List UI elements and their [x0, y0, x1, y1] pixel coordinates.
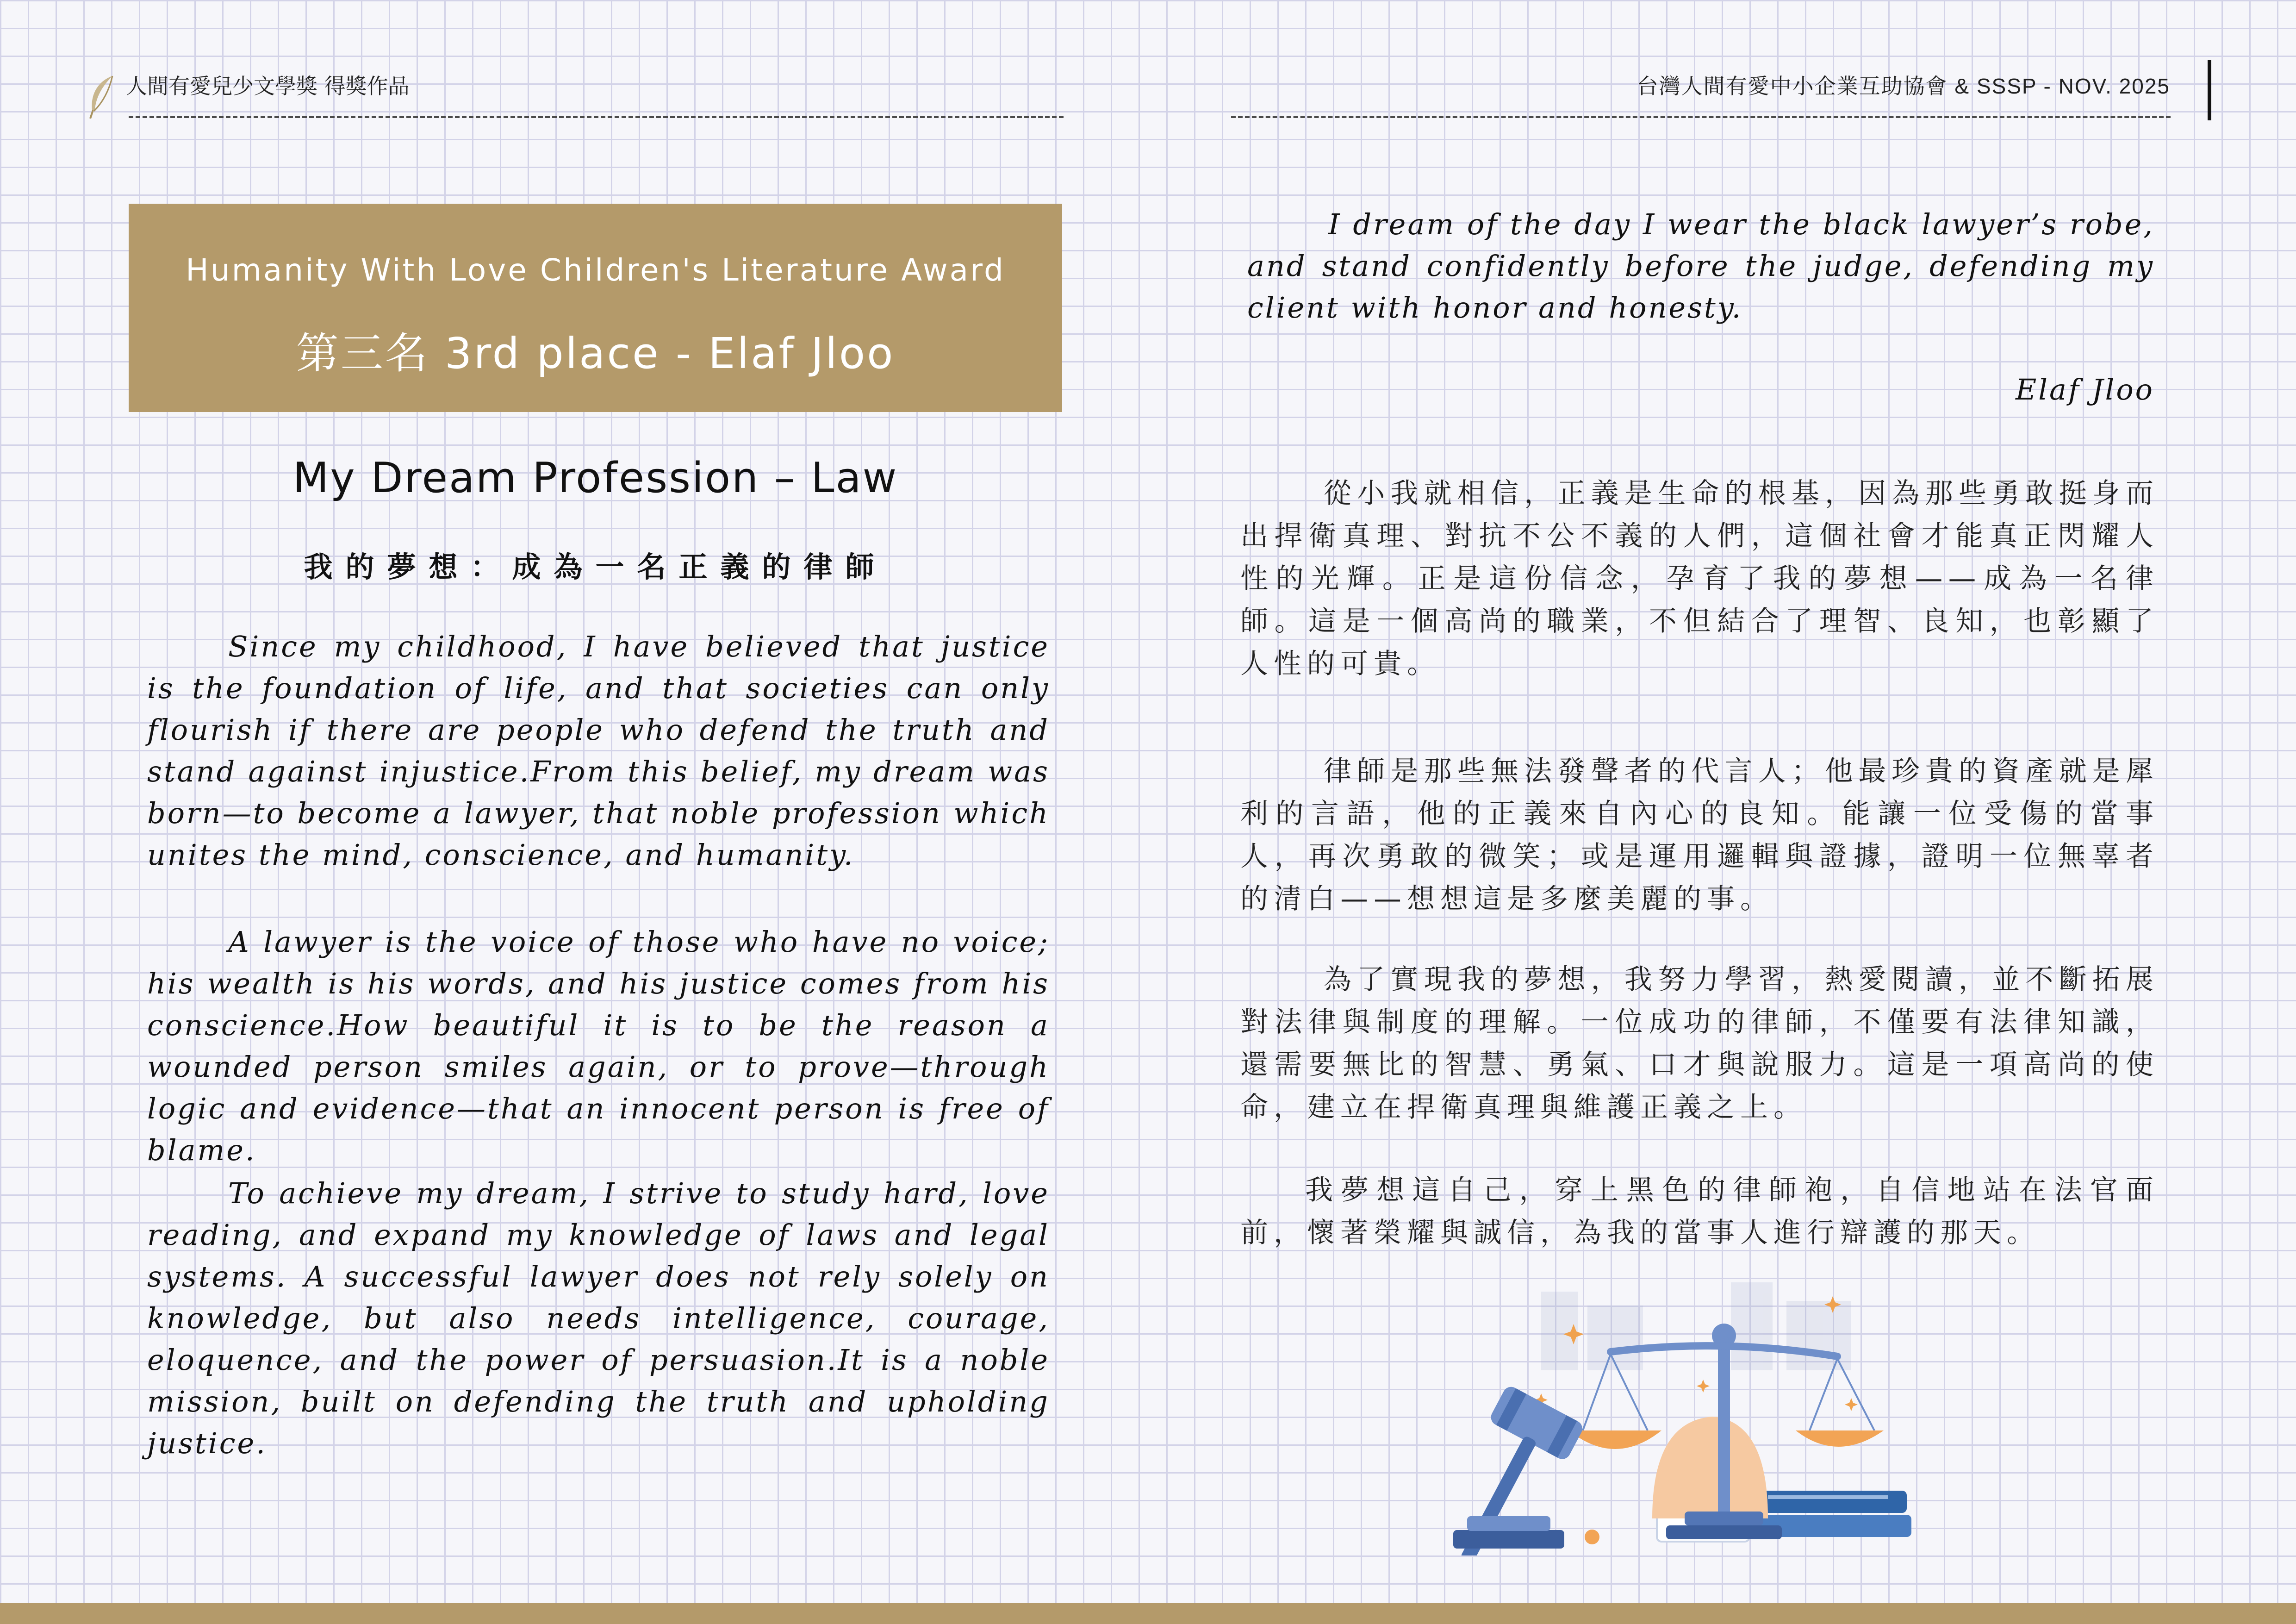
article-title-zh: 我的夢想：成為一名正義的律師 [304, 550, 887, 584]
justice-scales-icon [1435, 1278, 1972, 1555]
award-title: Humanity With Love Children's Literature Award [186, 252, 1005, 288]
en-paragraph-3: To achieve my dream, I strive to study hard, love reading, and expand my knowledge of laws and legal systems. A successful lawyer does not rely solely on knowledge, but also needs intelligence, courage, eloquence, and the power of persuasion.It is a noble mission, built on defending the truth and upholding justice. [147, 1176, 1050, 1460]
zh-paragraph-2: 律師是那些無法發聲者的代言人；他最珍貴的資產就是犀利的言語，他的正義來自內心的良知。能讓一位受傷的當事人，再次勇敢的微笑；或是運用邏輯與證據，證明一位無辜者的清白——想想這是多麼美麗的事。 [1240, 755, 2159, 915]
award-banner [129, 204, 1062, 412]
page-edge-marker [2208, 60, 2211, 120]
en-paragraph-1: Since my childhood, I have believed that justice is the foundation of life, and that societies can only flourish if there are people who defend the truth and stand against injustice.From this belief, my dream was born—to become a lawyer, that noble profession which unites the mind, conscience, and humanity. [147, 630, 1050, 872]
zh-paragraph-1: 從小我就相信，正義是生命的根基，因為那些勇敢挺身而出捍衛真理、對抗不公不義的人們，這個社會才能真正閃耀人性的光輝。正是這份信念，孕育了我的夢想——成為一名律師。這是一個高尚的職業，不但結合了理智、良知，也彰顯了人性的可貴。 [1240, 477, 2159, 680]
en-paragraph-4: I dream of the day I wear the black lawyer’s robe, and stand confidently before the judge, defending my client with honor and honesty. [1247, 207, 2154, 325]
article-title-en: My Dream Profession – Law [292, 454, 898, 502]
en-paragraph-2: A lawyer is the voice of those who have no voice; his wealth is his words, and his justice comes from his conscience.How beautiful it is to be the reason a wounded person smiles again, or to prove—through logic and evidence—that an innocent person is free of blame. [147, 925, 1050, 1167]
header-right-text: 台灣人間有愛中小企業互助協會 & SSSP - NOV. 2025 [1636, 74, 2170, 98]
header-left-text: 人間有愛兒少文學獎 得獎作品 [126, 74, 410, 99]
header-divider-right [1231, 116, 2171, 118]
award-place: 第三名 3rd place - Elaf Jloo [296, 329, 895, 378]
leaf-icon [86, 74, 118, 120]
zh-paragraph-3: 為了實現我的夢想，我努力學習，熱愛閱讀，並不斷拓展對法律與制度的理解。一位成功的律師，不僅要有法律知識，還需要無比的智慧、勇氣、口才與說服力。這是一項高尚的使命，建立在捍衛真理與維護正義之上。 [1240, 963, 2159, 1124]
author-signature: Elaf Jloo [2015, 373, 2154, 406]
header-divider-left [129, 116, 1064, 118]
footer-accent-bar [0, 1603, 2296, 1624]
zh-paragraph-4: 我夢想這自己，穿上黑色的律師袍，自信地站在法官面前，懷著榮耀與誠信，為我的當事人進行辯護的那天。 [1240, 1174, 2159, 1249]
